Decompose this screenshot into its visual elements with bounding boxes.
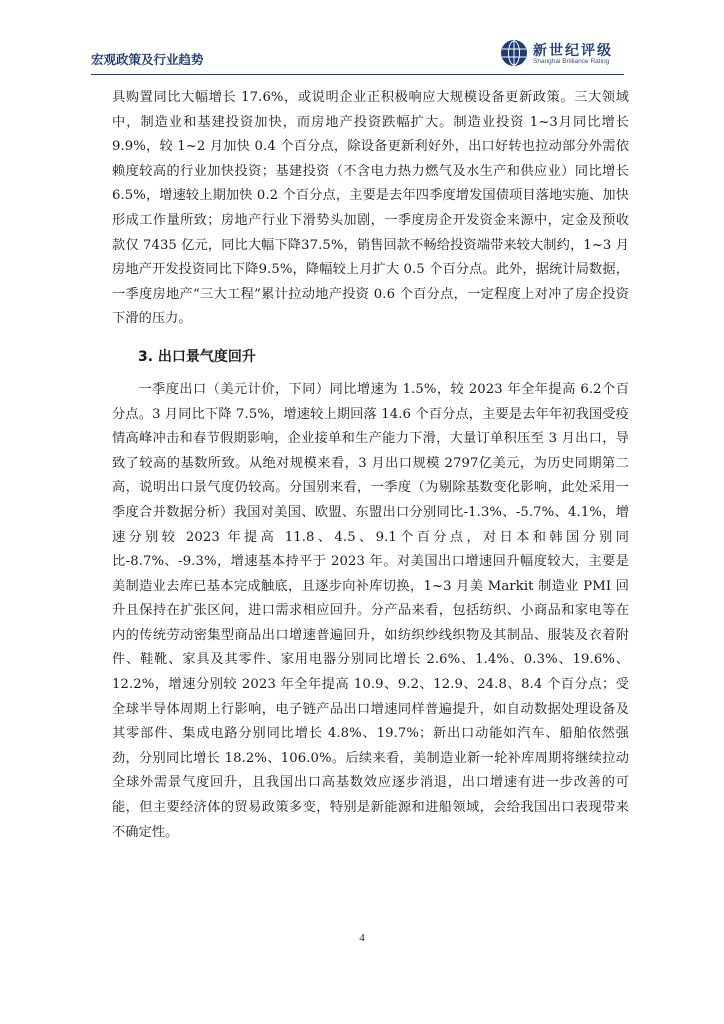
document-body	[112, 86, 629, 845]
brand-logo	[500, 38, 630, 70]
logo-chinese-name: 新世纪评级	[533, 43, 613, 59]
page-header	[91, 38, 624, 75]
paragraph-exports: 一季度出口（美元计价，下同）同比增速为 1.5%，较 2023 年全年提高 6.2个百分点。3 月同比下降 7.5%，增速较上期回落 14.6 个百分点，主要是去年年初我国受疫情高峰冲击和春节假期影响，企业接单和生产能力下滑，大量订单积压至 3 月出口，导致了较高的基数所致。从绝对规模来看，3 月出口规模 2797亿美元，为历史同期第二高，说明出口景气度仍较高。分国别来看，一季度（为剔除基数变化影响，此处采用一季度合并数据分析）我国对美国、欧盟、东盟出口分别同比-1.3%、-5.7%、4.1%，增速分别较 2023 年提高 11.8、4.5、9.1个百分点，对日本和韩国分别同比-8.7%、-9.3%，增速基本持平于 2023 年。对美国出口增速回升幅度较大，主要是美制造业去库已基本完成触底，且逐步向补库切换，1~3 月美 Markit 制造业 PMI 回升且保持在扩张区间，进口需求相应回升。分产品来看，包括纺织、小商品和家电等在内的传统劳动密集型商品出口增速普遍回升，如纺织纱线织物及其制品、服装及衣着附件、鞋靴、家具及其零件、家用电器分别同比增长 2.6%、1.4%、0.3%、19.6%、12.2%，增速分别较 2023 年全年提高 10.9、9.2、12.9、24.8、8.4 个百分点；受全球半导体周期上行影响，电子链产品出口增速同样普遍提升，如自动数据处理设备及其零部件、集成电路分别同比增长 4.8%、19.7%；新出口动能如汽车、船舶依然强劲，分别同比增长 18.2%、106.0%。后续来看，美制造业新一轮补库周期将继续拉动全球外需景气度回升，且我国出口高基数效应逐步消退，出口增速有进一步改善的可能，但主要经济体的贸易政策多变，特别是新能源和进船领域，会给我国出口表现带来不确定性。	[112, 381, 629, 840]
logo-english-name: Shanghai Brilliance Rating	[533, 58, 610, 65]
page-number: 4	[359, 932, 365, 944]
header-title: 宏观政策及行业趋势	[91, 52, 204, 67]
globe-logo-icon	[500, 39, 528, 67]
paragraph-investment: 具购置同比大幅增长 17.6%，或说明企业正积极响应大规模设备更新政策。三大领域中，制造业和基建投资加快，而房地产投资跌幅扩大。制造业投资 1~3月同比增长 9.9%，较 1~2 月加快 0.4 个百分点，除设备更新利好外，出口好转也拉动部分外需依赖度较高的行业加快投资；基建投资（不含电力热力燃气及水生产和供应业）同比增长 6.5%，增速较上期加快 0.2 个百分点，主要是去年四季度增发国债项目落地实施、加快形成工作量所致；房地产行业下滑势头加剧，一季度房企开发资金来源中，定金及预收款仅 7435 亿元，同比大幅下降37.5%，销售回款不畅给投资端带来较大制约，1~3 月房地产开发投资同比下降9.5%，降幅较上月扩大 0.5 个百分点。此外，据统计局数据，一季度房地产“三大工程”累计拉动地产投资 0.6 个百分点，一定程度上对冲了房企投资下滑的压力。	[112, 90, 629, 327]
section-heading-exports: 3. 出口景气度回升	[138, 348, 256, 365]
